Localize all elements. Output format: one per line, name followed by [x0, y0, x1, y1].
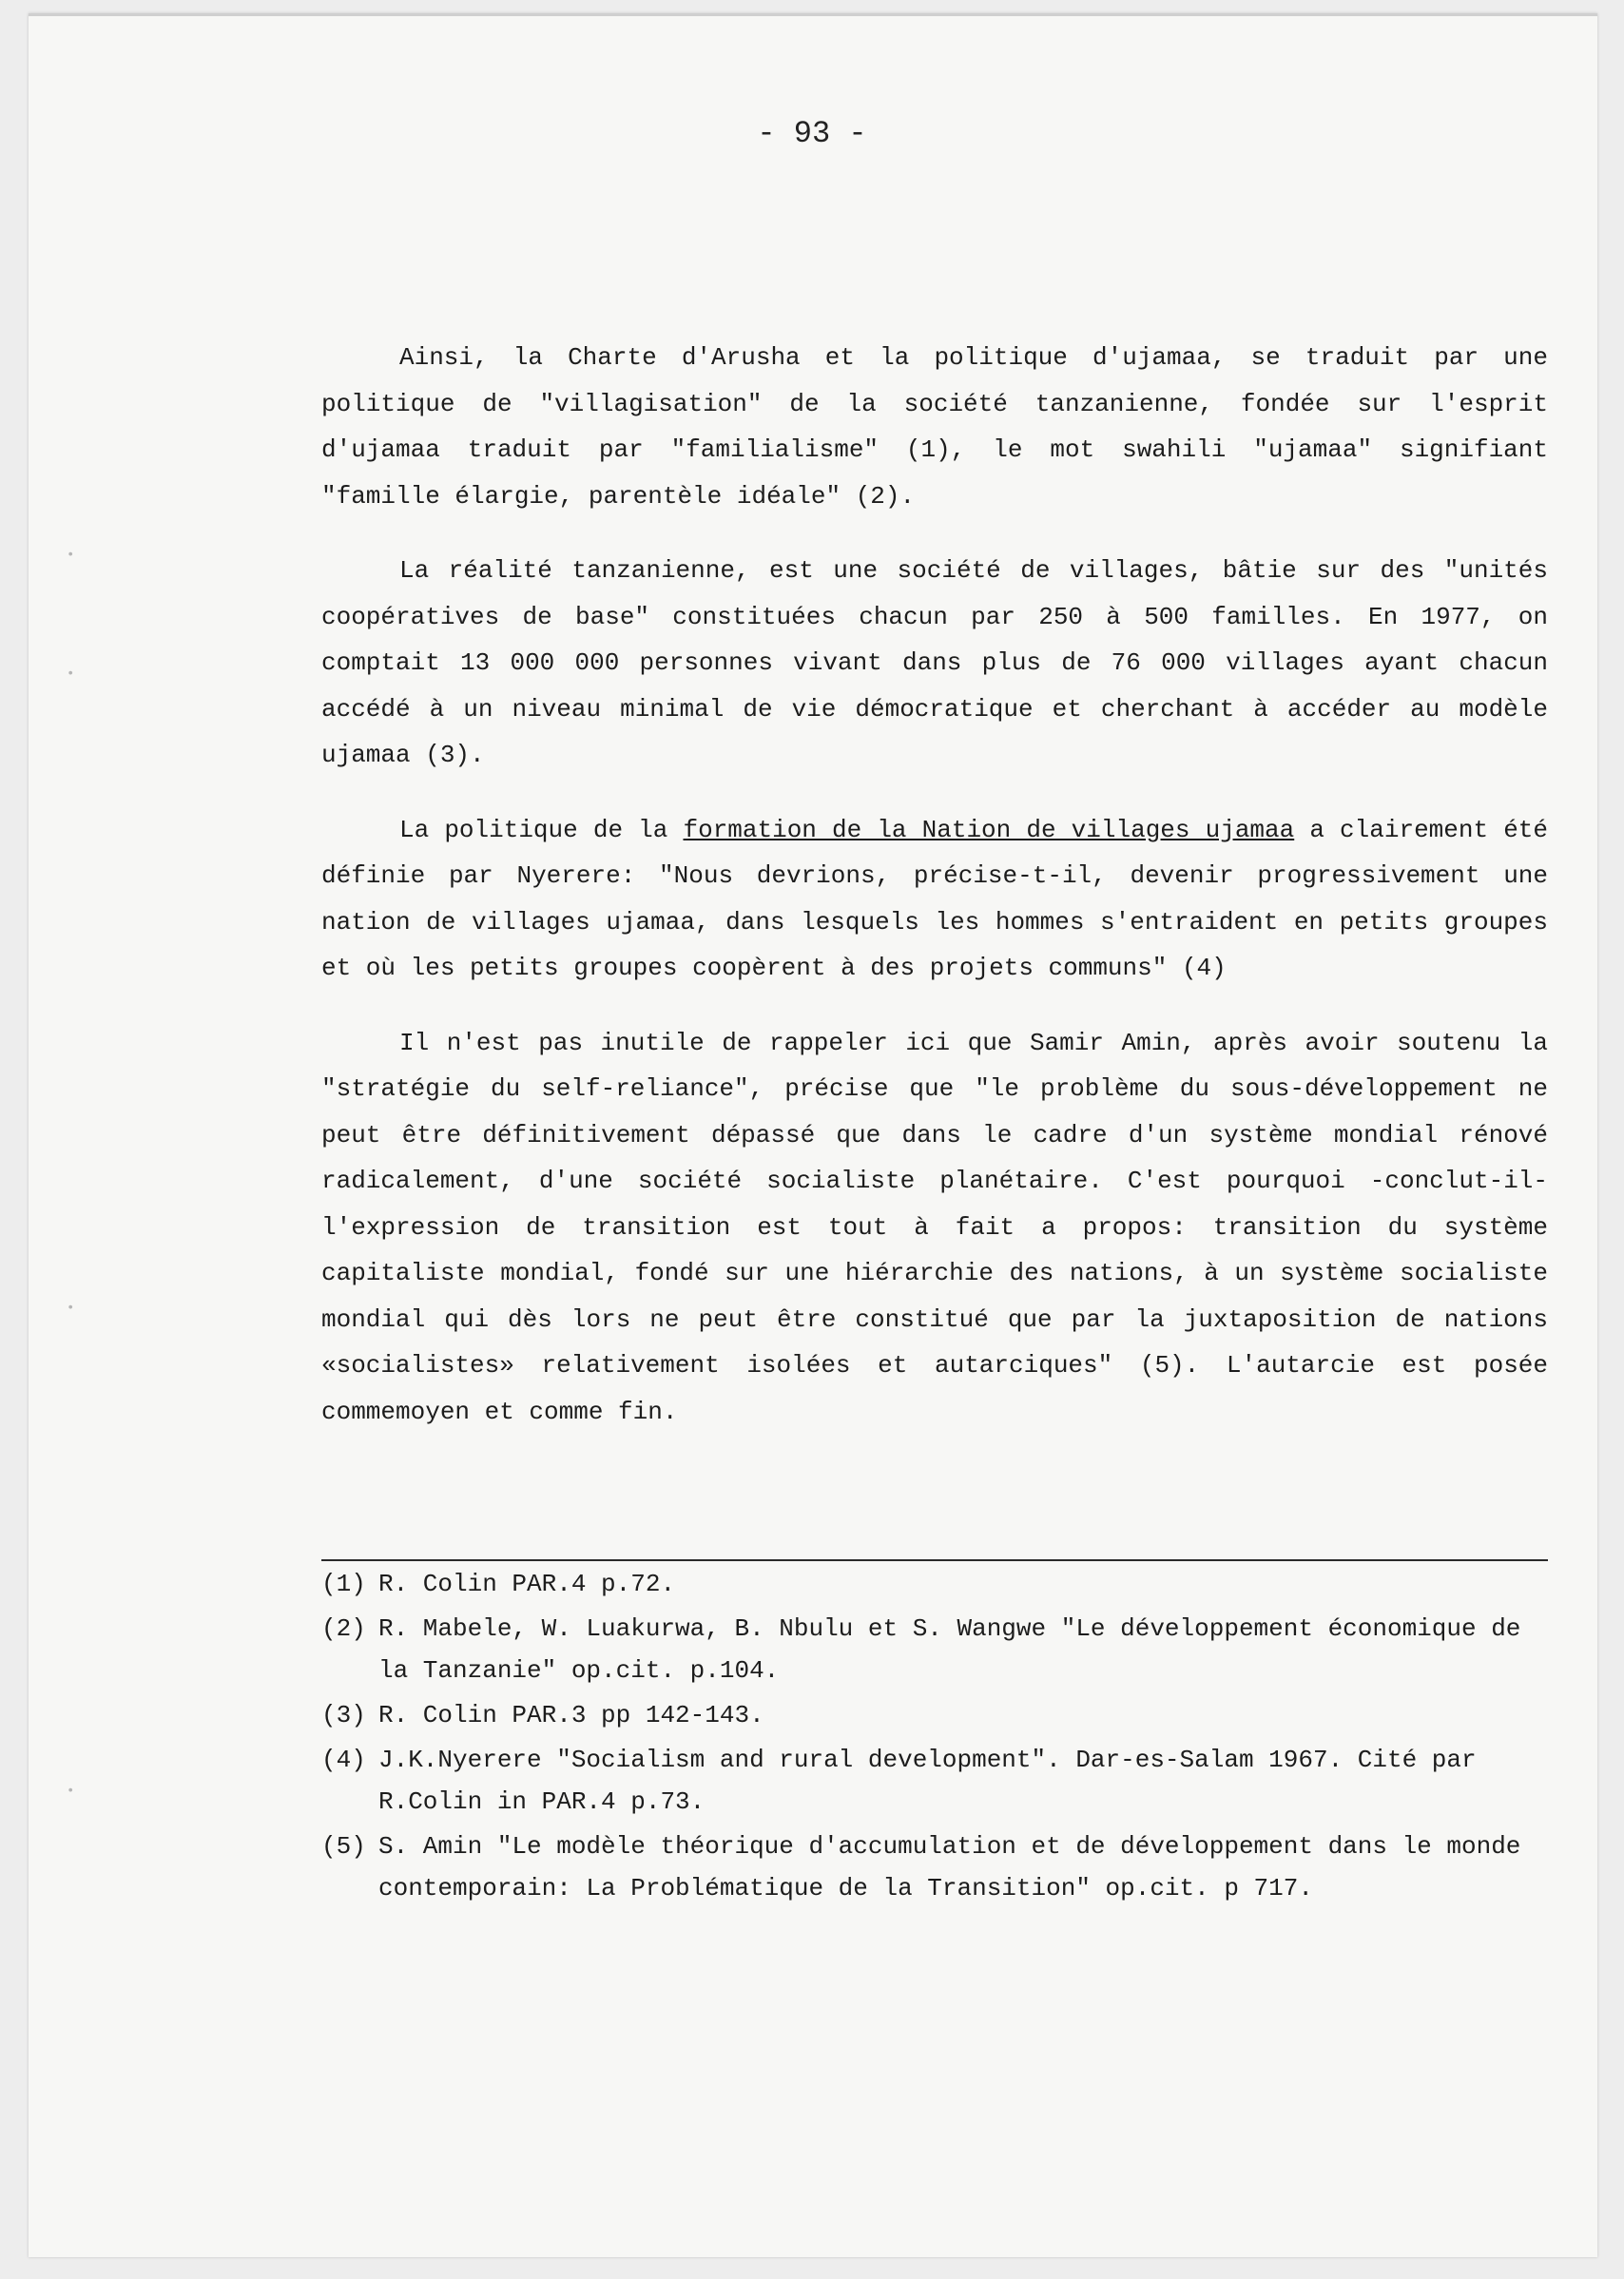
footnote-5: [321, 1825, 1557, 1909]
margin-mark: •: [67, 1301, 75, 1316]
footnote-number: (5): [321, 1832, 366, 1861]
margin-mark: •: [67, 1784, 75, 1799]
footnote-text: R. Colin PAR.3 pp 142-143.: [378, 1701, 764, 1729]
footnote-number: (2): [321, 1614, 366, 1643]
footnote-number: (4): [321, 1746, 366, 1774]
margin-mark: •: [67, 666, 75, 682]
paragraph-1: Ainsi, la Charte d'Arusha et la politique d'ujamaa, se traduit par une politique de "villagisation" de la société tanzanienne, fondée sur l'esprit d'ujamaa traduit par "familialisme" (1), le mot swahili "ujamaa" signifiant "famille élargie, parentèle idéale" (2).: [321, 343, 1548, 511]
footnote-number: (1): [321, 1570, 366, 1598]
sheet-top-edge: [29, 13, 1597, 16]
footnote-4: [321, 1739, 1557, 1823]
paragraph-4: Il n'est pas inutile de rappeler ici que Samir Amin, après avoir soutenu la "stratégie du self-reliance", précise que "le problème du sous-développement ne peut être définitivement dépassé que dans le cadre d'un système mondial rénové radicalement, d'une société socialiste planétaire. C'est pourquoi -conclut-il- l'expression de transition est tout à fait a propos: transition du système capitaliste mondial, fondé sur une hiérarchie des nations, à un système socialiste mondial qui dès lors ne peut être constitué que par la juxtaposition de nations «socialistes» relativement isolées et autarciques" (5). L'autarcie est posée commemoyen et comme fin.: [321, 1028, 1548, 1426]
footnote-text: R. Mabele, W. Luakurwa, B. Nbulu et S. Wangwe "Le développement économique de la Tanzanie" op.cit. p.104.: [378, 1614, 1521, 1685]
margin-mark: •: [67, 548, 75, 563]
footnote-number: (3): [321, 1701, 366, 1729]
paragraph-3-start: La politique de la: [399, 815, 684, 844]
footnote-2: [321, 1608, 1557, 1691]
footnote-text: R. Colin PAR.4 p.72.: [378, 1570, 676, 1598]
paragraph-2: La réalité tanzanienne, est une société de villages, bâtie sur des "unités coopératives de base" constituées chacun par 250 à 500 familles. En 1977, on comptait 13 000 000 personnes vivant dans plus de 76 000 villages ayant chacun accédé à un niveau minimal de vie démocratique et cherchant à accéder au modèle ujamaa (3).: [321, 556, 1548, 769]
footnote-separator: [321, 1559, 1548, 1561]
underlined-phrase: formation de la Nation de villages ujamaa: [683, 815, 1295, 844]
footnote-text: J.K.Nyerere "Socialism and rural development". Dar-es-Salam 1967. Cité par R.Colin in PAR.4 p.73.: [378, 1746, 1477, 1816]
page-number: - 93 -: [757, 116, 867, 151]
paragraph-3: [321, 807, 1548, 992]
footnote-1: [321, 1563, 1557, 1605]
body-text: [321, 335, 1548, 1435]
paragraph-3-end: a clairement été définie par Nyerere: "Nous devrions, précise-t-il, devenir progressivement une nation de villages ujamaa, dans lesquels les hommes s'entraident en petits groupes et où les petits groupes coopèrent à des projets communs" (4): [321, 815, 1548, 982]
footnotes: [321, 1563, 1557, 1912]
footnote-text: S. Amin "Le modèle théorique d'accumulation et de développement dans le monde contemporain: La Problématique de la Transition" op.cit. p 717.: [378, 1832, 1521, 1902]
footnote-3: [321, 1694, 1557, 1736]
